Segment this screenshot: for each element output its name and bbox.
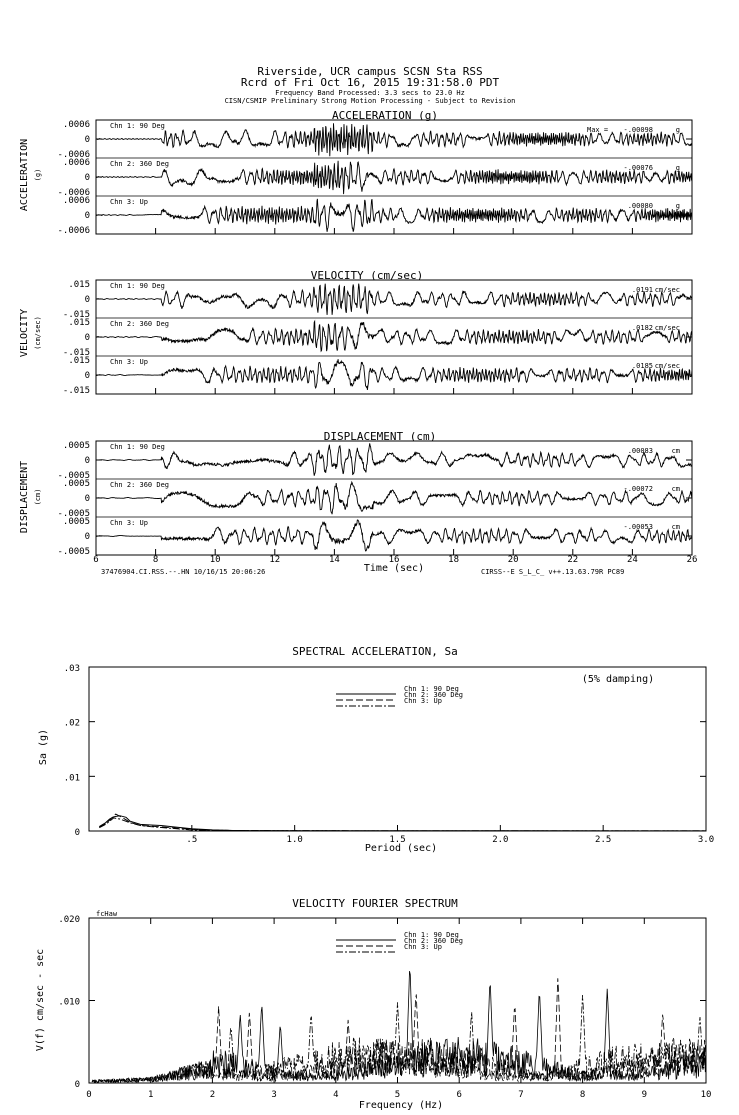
y-tick-label: -.0005 xyxy=(57,471,90,481)
fs-x-tick-label: 1 xyxy=(147,1090,154,1100)
y-tick-label: -.0006 xyxy=(57,150,90,160)
displacement-axis-unit: (cm) xyxy=(34,488,42,506)
processing-note: CISN/CSMIP Preliminary Strong Motion Processing - Subject to Revision xyxy=(224,97,516,105)
waveform-trace xyxy=(96,284,692,315)
spectral-acceleration-panel xyxy=(38,645,714,854)
peak-value: -.00053 xyxy=(623,523,653,531)
peak-value: .00080 xyxy=(627,202,653,210)
y-tick-label: .0006 xyxy=(62,158,90,168)
fs-y-label: V(f) cm/sec - sec xyxy=(35,948,46,1052)
y-tick-label: 0 xyxy=(84,135,90,145)
waveform-trace xyxy=(96,443,692,475)
channel-label: Chn 1: 90 Deg xyxy=(110,282,165,290)
peak-value: .00083 xyxy=(627,447,653,455)
y-tick-label: .0005 xyxy=(62,517,90,527)
y-tick-label: 0 xyxy=(84,173,90,183)
velocity-axis-label: VELOCITY xyxy=(19,308,30,358)
y-tick-label: .0006 xyxy=(62,120,90,130)
max-prefix: Max = xyxy=(587,126,609,134)
time-tick-label: 24 xyxy=(626,555,638,565)
peak-unit: cm xyxy=(671,523,680,531)
sa-y-label: Sa (g) xyxy=(38,728,49,766)
fs-x-tick-label: 7 xyxy=(518,1090,524,1100)
waveform-trace xyxy=(96,482,692,514)
sa-x-tick-label: 1.5 xyxy=(389,835,406,845)
displacement-panel xyxy=(19,430,697,576)
peak-unit: cm xyxy=(671,485,680,493)
velocity-axis-unit: (cm/sec) xyxy=(34,316,42,350)
y-tick-label: -.0005 xyxy=(57,547,90,557)
peak-unit: cm/sec xyxy=(654,324,680,332)
time-axis-label: Time (sec) xyxy=(363,563,425,574)
peak-value: .0191 xyxy=(631,286,653,294)
waveform-trace xyxy=(96,199,692,232)
fs-y-tick-label: .010 xyxy=(58,997,80,1008)
peak-value: .0182 xyxy=(631,324,653,332)
time-tick-label: 12 xyxy=(269,555,281,565)
fs-legend-label: Chn 3: Up xyxy=(404,943,442,951)
acceleration-title: ACCELERATION (g) xyxy=(332,109,438,122)
sa-legend-label: Chn 3: Up xyxy=(404,697,442,705)
fs-x-tick-label: 0 xyxy=(86,1090,92,1100)
time-tick-label: 16 xyxy=(388,555,400,565)
peak-unit: g xyxy=(675,202,680,210)
acceleration-axis-label: ACCELERATION xyxy=(19,138,30,212)
damping-note: (5% damping) xyxy=(581,674,655,685)
fs-x-tick-label: 6 xyxy=(456,1090,462,1100)
peak-unit: cm/sec xyxy=(654,362,680,370)
y-tick-label: 0 xyxy=(84,494,90,504)
y-tick-label: .0006 xyxy=(62,196,90,206)
sa-x-tick-label: 2.0 xyxy=(492,835,509,845)
channel-label: Chn 3: Up xyxy=(110,358,148,366)
waveform-trace xyxy=(96,520,692,551)
fs-legend-label: Chn 2: 360 Deg xyxy=(404,937,464,945)
fs-legend-label: Chn 1: 90 Deg xyxy=(404,931,459,939)
time-tick-label: 26 xyxy=(686,555,698,565)
y-tick-label: 0 xyxy=(84,211,90,221)
sa-x-tick-label: .5 xyxy=(186,835,198,845)
y-tick-label: -.0006 xyxy=(57,188,90,198)
y-tick-label: .0005 xyxy=(62,441,90,451)
sa-legend-label: Chn 2: 360 Deg xyxy=(404,691,464,699)
y-tick-label: -.015 xyxy=(62,310,90,320)
sa-x-tick-label: 1.0 xyxy=(286,835,303,845)
waveform-trace xyxy=(96,161,692,194)
sa-y-tick-label: .02 xyxy=(63,718,80,729)
fs-corner-label: fcHaw xyxy=(96,910,118,918)
peak-unit: g xyxy=(675,126,680,134)
y-tick-label: -.0005 xyxy=(57,509,90,519)
peak-value: -.00072 xyxy=(623,485,653,493)
channel-label: Chn 2: 360 Deg xyxy=(110,481,170,489)
fs-y-tick-label: .020 xyxy=(58,915,80,925)
acceleration-panel xyxy=(19,109,692,236)
record-title: Rcrd of Fri Oct 16, 2015 19:31:58.0 PDT xyxy=(240,76,500,89)
y-tick-label: .015 xyxy=(68,318,90,328)
channel-label: Chn 3: Up xyxy=(110,198,148,206)
displacement-axis-label: DISPLACEMENT xyxy=(19,460,30,534)
time-tick-label: 10 xyxy=(209,555,221,565)
fs-x-tick-label: 8 xyxy=(579,1090,586,1100)
y-tick-label: 0 xyxy=(84,532,90,542)
y-tick-label: .0005 xyxy=(62,479,90,489)
time-tick-label: 18 xyxy=(448,555,460,565)
sa-x-tick-label: 2.5 xyxy=(595,835,612,845)
time-tick-label: 22 xyxy=(567,555,579,565)
sa-series-line xyxy=(99,816,706,831)
fs-x-tick-label: 3 xyxy=(271,1090,277,1100)
fs-x-label: Frequency (Hz) xyxy=(358,1100,444,1111)
y-tick-label: 0 xyxy=(84,456,90,466)
sa-x-tick-label: 3.0 xyxy=(697,835,715,845)
channel-label: Chn 3: Up xyxy=(110,519,148,527)
y-tick-label: .015 xyxy=(68,356,90,366)
time-tick-label: 6 xyxy=(93,555,99,565)
waveform-trace xyxy=(96,321,692,351)
y-tick-label: -.015 xyxy=(62,386,90,396)
time-tick-label: 8 xyxy=(152,555,159,565)
acceleration-axis-unit: (g) xyxy=(34,168,42,182)
y-tick-label: 0 xyxy=(84,295,90,305)
fourier-spectrum-panel xyxy=(35,897,711,1111)
peak-unit: cm xyxy=(671,447,680,455)
fs-x-tick-label: 2 xyxy=(209,1090,216,1100)
fs-x-tick-label: 4 xyxy=(333,1090,339,1100)
waveform-trace xyxy=(96,359,692,390)
y-tick-label: -.015 xyxy=(62,348,90,358)
sa-x-label: Period (sec) xyxy=(364,843,438,854)
sa-legend-label: Chn 1: 90 Deg xyxy=(404,685,459,693)
y-tick-label: 0 xyxy=(84,371,90,381)
y-tick-label: .015 xyxy=(68,280,90,290)
peak-value: -.00098 xyxy=(623,126,653,134)
sa-title: SPECTRAL ACCELERATION, Sa xyxy=(292,645,458,658)
velocity-title: VELOCITY (cm/sec) xyxy=(310,269,424,282)
fs-x-tick-label: 5 xyxy=(394,1090,401,1100)
fs-y-tick-label: 0 xyxy=(74,1080,80,1090)
y-tick-label: -.0006 xyxy=(57,226,90,236)
displacement-title: DISPLACEMENT (cm) xyxy=(323,430,437,443)
channel-label: Chn 2: 360 Deg xyxy=(110,320,170,328)
frequency-band: Frequency Band Processed: 3.3 secs to 23.0 Hz xyxy=(275,89,465,97)
peak-value: .0185 xyxy=(631,362,653,370)
velocity-panel xyxy=(19,269,692,396)
channel-label: Chn 1: 90 Deg xyxy=(110,443,165,451)
sa-frame xyxy=(89,667,706,831)
fs-x-tick-label: 9 xyxy=(641,1090,648,1100)
y-tick-label: 0 xyxy=(84,333,90,343)
sa-y-tick-label: .01 xyxy=(63,773,80,784)
peak-unit: g xyxy=(675,164,680,172)
sa-y-tick-label: 0 xyxy=(74,828,80,838)
station-title: Riverside, UCR campus SCSN Sta RSS xyxy=(257,65,483,78)
peak-value: -.00076 xyxy=(623,164,653,172)
channel-label: Chn 1: 90 Deg xyxy=(110,122,165,130)
time-tick-label: 14 xyxy=(328,555,340,565)
fs-x-tick-label: 10 xyxy=(700,1090,712,1100)
record-id-footer: 37476904.CI.RSS.--.HN 10/16/15 20:06:26 xyxy=(101,568,266,576)
peak-unit: cm/sec xyxy=(654,286,680,294)
time-tick-label: 20 xyxy=(507,555,519,565)
channel-label: Chn 2: 360 Deg xyxy=(110,160,170,168)
sa-y-tick-label: .03 xyxy=(63,664,80,674)
processing-id-footer: CIRSS--E S_L_C_ v++.13.63.79R PC89 xyxy=(481,568,625,576)
fs-series-line xyxy=(92,995,706,1082)
fs-title: VELOCITY FOURIER SPECTRUM xyxy=(292,897,458,910)
